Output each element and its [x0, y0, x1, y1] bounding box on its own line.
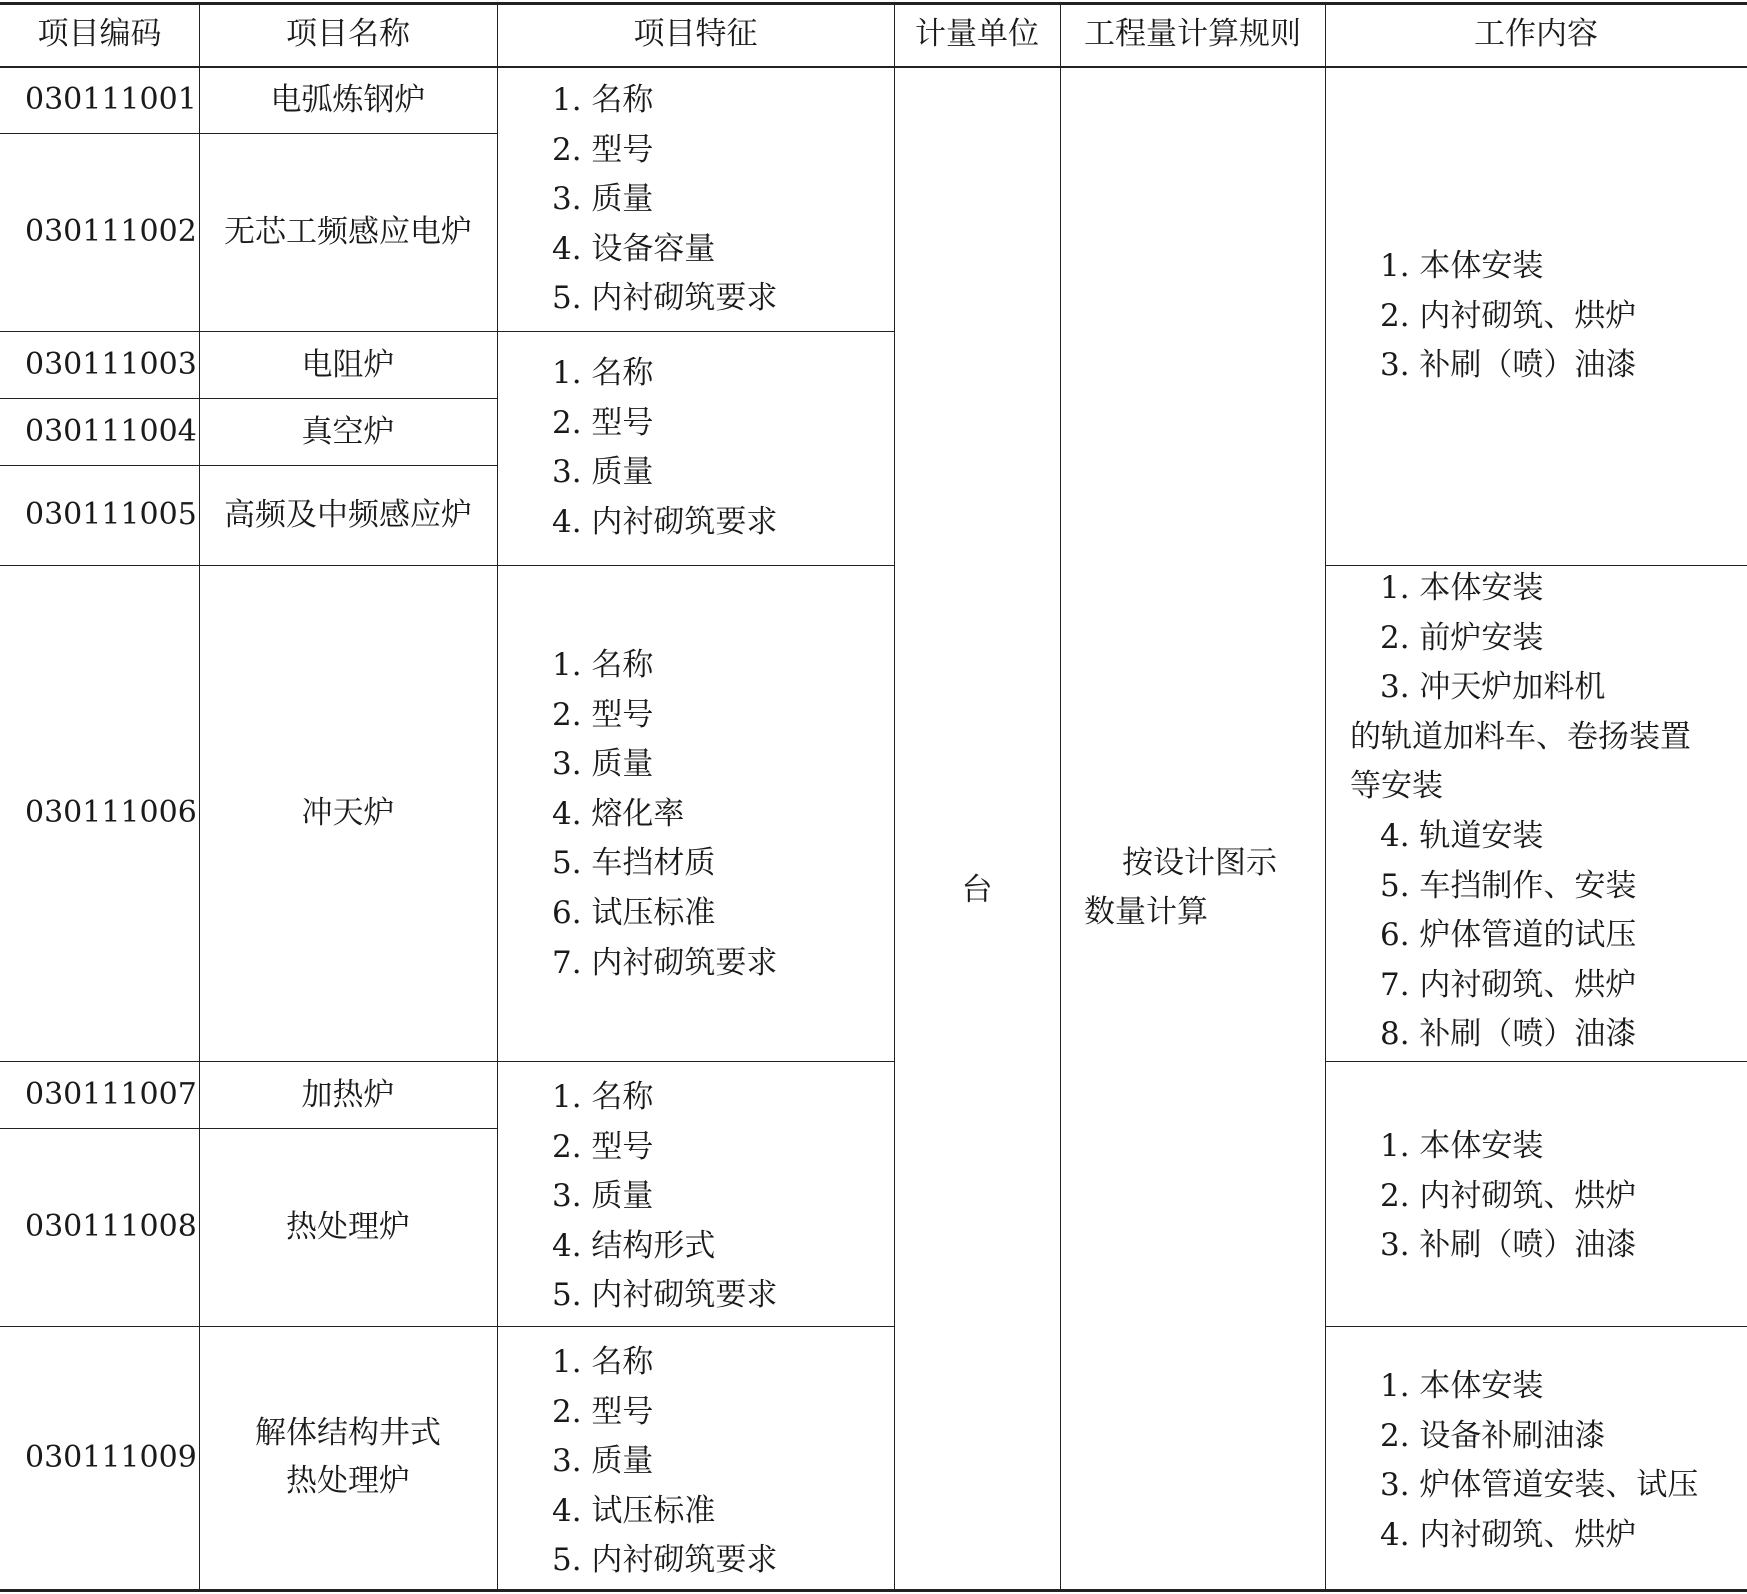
column-divider	[1060, 3, 1061, 1590]
row-divider	[497, 565, 894, 566]
table-bottom-border	[0, 1589, 1747, 1592]
item-code: 030111002	[25, 214, 197, 249]
item-name: 高频及中频感应炉	[224, 497, 472, 533]
work-item: 3. 冲天炉加料机	[1380, 669, 1606, 706]
work-item: 等安装	[1350, 768, 1443, 805]
row-divider	[1325, 565, 1747, 566]
work-item: 3. 补刷（喷）油漆	[1380, 347, 1637, 384]
work-item: 1. 本体安装	[1380, 570, 1544, 606]
item-name: 无芯工频感应电炉	[224, 214, 472, 250]
feature-item: 6. 试压标准	[552, 895, 716, 931]
rule-line: 按设计图示	[1122, 845, 1277, 881]
feature-item: 7. 内衬砌筑要求	[552, 944, 778, 981]
work-item: 2. 内衬砌筑、烘炉	[1380, 1177, 1637, 1214]
feature-item: 5. 车挡材质	[552, 845, 716, 882]
work-item: 3. 补刷（喷）油漆	[1380, 1227, 1637, 1264]
column-divider	[497, 3, 498, 1590]
header-work: 工作内容	[1474, 16, 1598, 52]
row-divider	[0, 1061, 497, 1062]
row-divider	[497, 331, 894, 332]
header-name: 项目名称	[286, 16, 410, 52]
item-code: 030111004	[25, 413, 197, 449]
feature-item: 2. 型号	[552, 131, 654, 168]
work-item: 2. 设备补刷油漆	[1380, 1417, 1606, 1454]
feature-item: 4. 试压标准	[552, 1492, 716, 1529]
item-code: 030111007	[25, 1076, 197, 1112]
item-code: 030111008	[25, 1209, 197, 1244]
item-code: 030111001	[25, 82, 197, 117]
work-item: 8. 补刷（喷）油漆	[1380, 1016, 1637, 1053]
column-divider	[894, 3, 895, 1590]
column-divider	[199, 3, 200, 1590]
work-item: 1. 本体安装	[1380, 248, 1544, 284]
item-code: 030111006	[25, 795, 197, 830]
item-code: 030111003	[25, 346, 197, 382]
feature-item: 4. 结构形式	[552, 1227, 716, 1264]
work-item: 的轨道加料车、卷扬装置	[1350, 718, 1691, 755]
item-name: 冲天炉	[301, 795, 395, 831]
header-features: 项目特征	[633, 16, 758, 52]
feature-item: 1. 名称	[552, 1079, 654, 1115]
row-divider	[0, 331, 497, 332]
work-item: 2. 前炉安装	[1380, 619, 1544, 656]
column-divider	[1325, 3, 1326, 1590]
feature-item: 5. 内衬砌筑要求	[552, 1277, 778, 1314]
row-divider	[0, 133, 497, 134]
header-unit: 计量单位	[915, 16, 1039, 52]
item-name: 电阻炉	[301, 346, 395, 383]
item-name: 电弧炼钢炉	[270, 82, 426, 118]
feature-item: 2. 型号	[552, 404, 654, 441]
row-divider	[0, 465, 497, 466]
row-divider	[497, 1326, 894, 1327]
row-divider	[1325, 1326, 1747, 1327]
item-name: 加热炉	[301, 1076, 395, 1113]
feature-item: 3. 质量	[552, 1443, 654, 1480]
feature-item: 1. 名称	[552, 647, 654, 683]
rule-line: 数量计算	[1084, 894, 1208, 930]
feature-item: 5. 内衬砌筑要求	[552, 1542, 778, 1579]
header-code: 项目编码	[37, 16, 162, 52]
header-rule: 工程量计算规则	[1084, 16, 1301, 52]
work-item: 1. 本体安装	[1380, 1128, 1544, 1164]
work-item: 3. 炉体管道安装、试压	[1380, 1467, 1699, 1504]
row-divider	[0, 565, 497, 566]
feature-item: 1. 名称	[552, 82, 654, 118]
unit-value: 台	[961, 872, 993, 908]
row-divider	[0, 1128, 497, 1129]
feature-item: 3. 质量	[552, 746, 654, 783]
item-name: 解体结构井式	[255, 1415, 441, 1451]
work-item: 4. 内衬砌筑、烘炉	[1380, 1516, 1637, 1553]
item-code: 030111009	[25, 1440, 197, 1475]
feature-item: 4. 内衬砌筑要求	[552, 503, 778, 540]
work-item: 7. 内衬砌筑、烘炉	[1380, 966, 1637, 1003]
item-name: 真空炉	[301, 413, 395, 450]
work-item: 4. 轨道安装	[1380, 818, 1544, 854]
work-item: 2. 内衬砌筑、烘炉	[1380, 297, 1637, 334]
feature-item: 2. 型号	[552, 1393, 654, 1430]
work-item: 5. 车挡制作、安装	[1380, 867, 1637, 904]
row-divider	[0, 398, 497, 399]
work-item: 1. 本体安装	[1380, 1368, 1544, 1404]
feature-item: 4. 熔化率	[552, 795, 685, 832]
table-top-border	[0, 2, 1747, 5]
item-name: 热处理炉	[286, 1463, 410, 1499]
feature-item: 2. 型号	[552, 696, 654, 733]
item-code: 030111005	[25, 497, 197, 532]
item-name: 热处理炉	[286, 1209, 410, 1245]
work-item: 6. 炉体管道的试压	[1380, 917, 1637, 954]
feature-item: 1. 名称	[552, 355, 654, 391]
row-divider	[497, 1061, 894, 1062]
feature-item: 1. 名称	[552, 1344, 654, 1380]
feature-item: 3. 质量	[552, 1178, 654, 1215]
row-divider	[0, 1326, 497, 1327]
feature-item: 4. 设备容量	[552, 230, 716, 267]
row-divider	[1325, 1061, 1747, 1062]
feature-item: 5. 内衬砌筑要求	[552, 280, 778, 317]
header-divider	[0, 66, 1747, 68]
feature-item: 3. 质量	[552, 454, 654, 491]
feature-item: 3. 质量	[552, 181, 654, 218]
feature-item: 2. 型号	[552, 1128, 654, 1165]
